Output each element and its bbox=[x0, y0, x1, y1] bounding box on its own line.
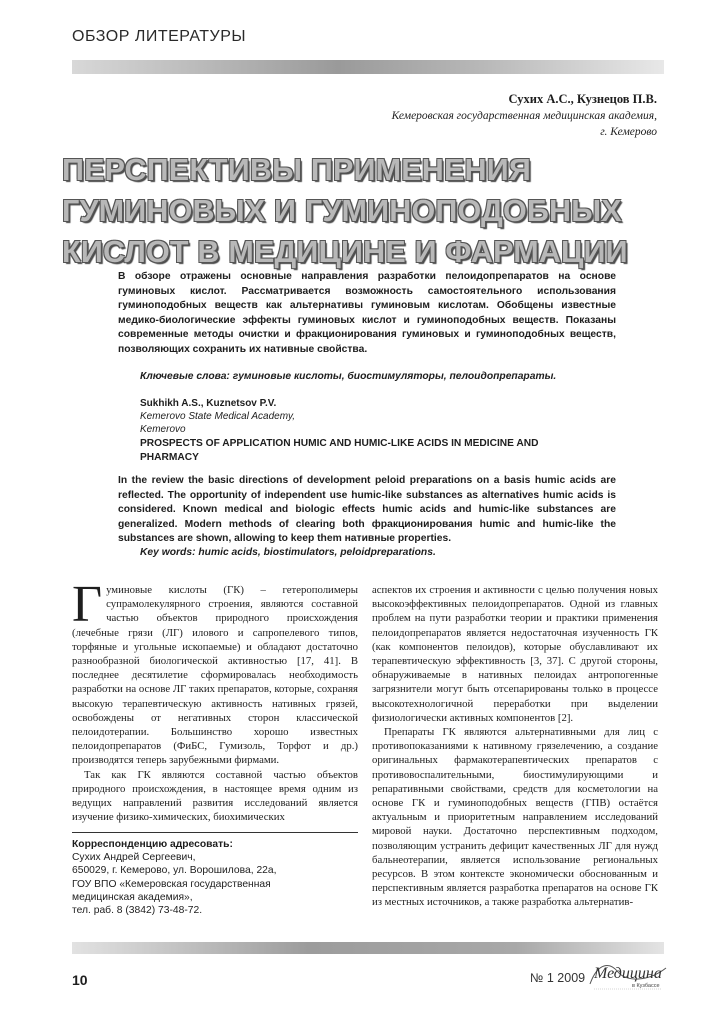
correspondence-divider bbox=[72, 832, 358, 833]
section-header: ОБЗОР ЛИТЕРАТУРЫ bbox=[72, 28, 247, 45]
english-authors: Sukhikh A.S., Kuznetsov P.V. bbox=[140, 398, 277, 409]
header-gradient-bar bbox=[72, 60, 664, 74]
authors: Сухих А.С., Кузнецов П.В. bbox=[508, 92, 657, 106]
correspondence-phone: тел. раб. 8 (3842) 73-48-72. bbox=[72, 905, 203, 917]
correspondence-name: Сухих Андрей Сергеевич, bbox=[72, 852, 196, 864]
abstract-russian: В обзоре отражены основные направления разработки пелоидопрепаратов на основе гуминовых кислот. Рассматривается возможность самостоятельного использования гуминоподобных веществ как альтернативы гуминовым кислотам. Обобщены известные медико-биологические эффекты гуминовых кислот и гуминоподобных веществ. Показаны современные методы очистки и фракционирования гуминовых и гуминоподобных веществ, позволяющих сохранить их нативные свойства. bbox=[118, 271, 616, 355]
english-affiliation: Kemerovo State Medical Academy, bbox=[140, 411, 296, 422]
title-line-1: ПЕРСПЕКТИВЫ ПРИМЕНЕНИЯ bbox=[62, 153, 532, 187]
abstract-english: In the review the basic directions of development peloid preparations on a basis humic acids are reflected. The opportunity of independent use humic-like substances as alternatives humic acids is considered. Known medical and biologic effects humic acids and humic-like substances are generalized. Modern methods of clearing both фракционирования humic and humic-like the substances are shown, allowing to keep them нативные properties. bbox=[118, 475, 616, 545]
correspondence-institution: ГОУ ВПО «Кемеровская государственная bbox=[72, 878, 271, 890]
keywords-russian: Ключевые слова: гуминовые кислоты, биостимуляторы, пелоидопрепараты. bbox=[140, 371, 557, 382]
body-column-right bbox=[372, 583, 658, 910]
footer-gradient-bar bbox=[72, 942, 664, 954]
journal-logo bbox=[588, 958, 668, 992]
svg-text:Медицина: Медицина bbox=[594, 965, 662, 982]
english-title: PROSPECTS OF APPLICATION HUMIC AND HUMIC-LIKE ACIDS IN MEDICINE AND PHARMACY bbox=[140, 438, 539, 463]
keywords-english: Key words: humic acids, biostimulators, peloidpreparations. bbox=[140, 547, 436, 558]
paragraph: Препараты ГК являются альтернативными для лиц с противопоказаниями к нативному грязелечению, а создание оригинальных фармакотерапевтических препаратов с противовоспалительными, биостимулирующими и репаративными свойствами, средств для косметологии на основе ГК и гуминоподобных веществ (ГПВ) остаётся актуальным и приоритетным направлением исследований мировой науки. Достаточно перспективным подходом, позволяющим устранить дефицит качественных ЛГ для нужд бальнеотерапии, является использование региональных ресурсов. В этом контексте экономически обоснованным и перспективным является разработка препаратов на основе ГК из местных источников, а также разработка альтернатив- bbox=[372, 726, 658, 909]
correspondence-block bbox=[72, 838, 362, 917]
correspondence-institution-cont: медицинская академия», bbox=[72, 891, 193, 903]
paragraph: Так как ГК являются составной частью объектов природного происхождения, в настоящее время одним из ведущих направлений развития исследований является изучение физико-химических, биохимических bbox=[72, 768, 358, 824]
title-line-2: ГУМИНОВЫХ И ГУМИНОПОДОБНЫХ bbox=[62, 194, 622, 228]
correspondence-title: Корреспонденцию адресовать: bbox=[72, 839, 233, 850]
drop-cap: Г bbox=[72, 576, 103, 633]
title-line-3: КИСЛОТ В МЕДИЦИНЕ И ФАРМАЦИИ bbox=[62, 235, 628, 269]
paragraph: аспектов их строения и активности с целью получения новых высокоэффективных пелоидопрепаратов. Одной из главных проблем на пути разработки теории и практики применения пелоидопрепаратов является недостаточная изученность ГК (как компонентов пелоидов), которые обуславливают их терапевтическую эффективность [3, 37]. С другой стороны, обнаруживаемые в нативных пелоидах антропогенные загрязнители могут быть отсепарированы только в процессе высокотехнологичной переработки при выделении физиологически активных компонентов [2]. bbox=[372, 584, 658, 724]
article-title bbox=[62, 150, 672, 273]
affiliation: Кемеровская государственная медицинская академия, bbox=[391, 110, 657, 122]
issue-number: № 1 2009 bbox=[530, 971, 586, 985]
affiliation-city: г. Кемерово bbox=[600, 126, 657, 138]
paragraph: уминовые кислоты (ГК) – гетерополимеры супрамолекулярного строения, являются составной частью объектов природного происхождения (лечебные грязи (ЛГ) илового и сапропелевого типов, торфяные и угольные ископаемые) и обладают достаточно разнообразной биологической активностью [17, 41]. В последнее десятилетие сформировалась необходимость разработки на основе ЛГ таких препаратов, которые, сохраняя высокую терапевтическую активность нативных грязей, освобождены от негативных сторон классической пелоидотерапии. Большинство хорошо известных пелоидопрепаратов (ФиБС, Гумизоль, Торфот и др.) производятся теперь зарубежными фирмами. bbox=[72, 584, 358, 767]
body-column-left bbox=[72, 576, 358, 824]
page-number: 10 bbox=[72, 972, 88, 988]
svg-text:в Кузбассе: в Кузбассе bbox=[632, 983, 660, 989]
english-affiliation-city: Kemerovo bbox=[140, 424, 186, 435]
correspondence-address: 650029, г. Кемерово, ул. Ворошилова, 22а, bbox=[72, 865, 277, 877]
